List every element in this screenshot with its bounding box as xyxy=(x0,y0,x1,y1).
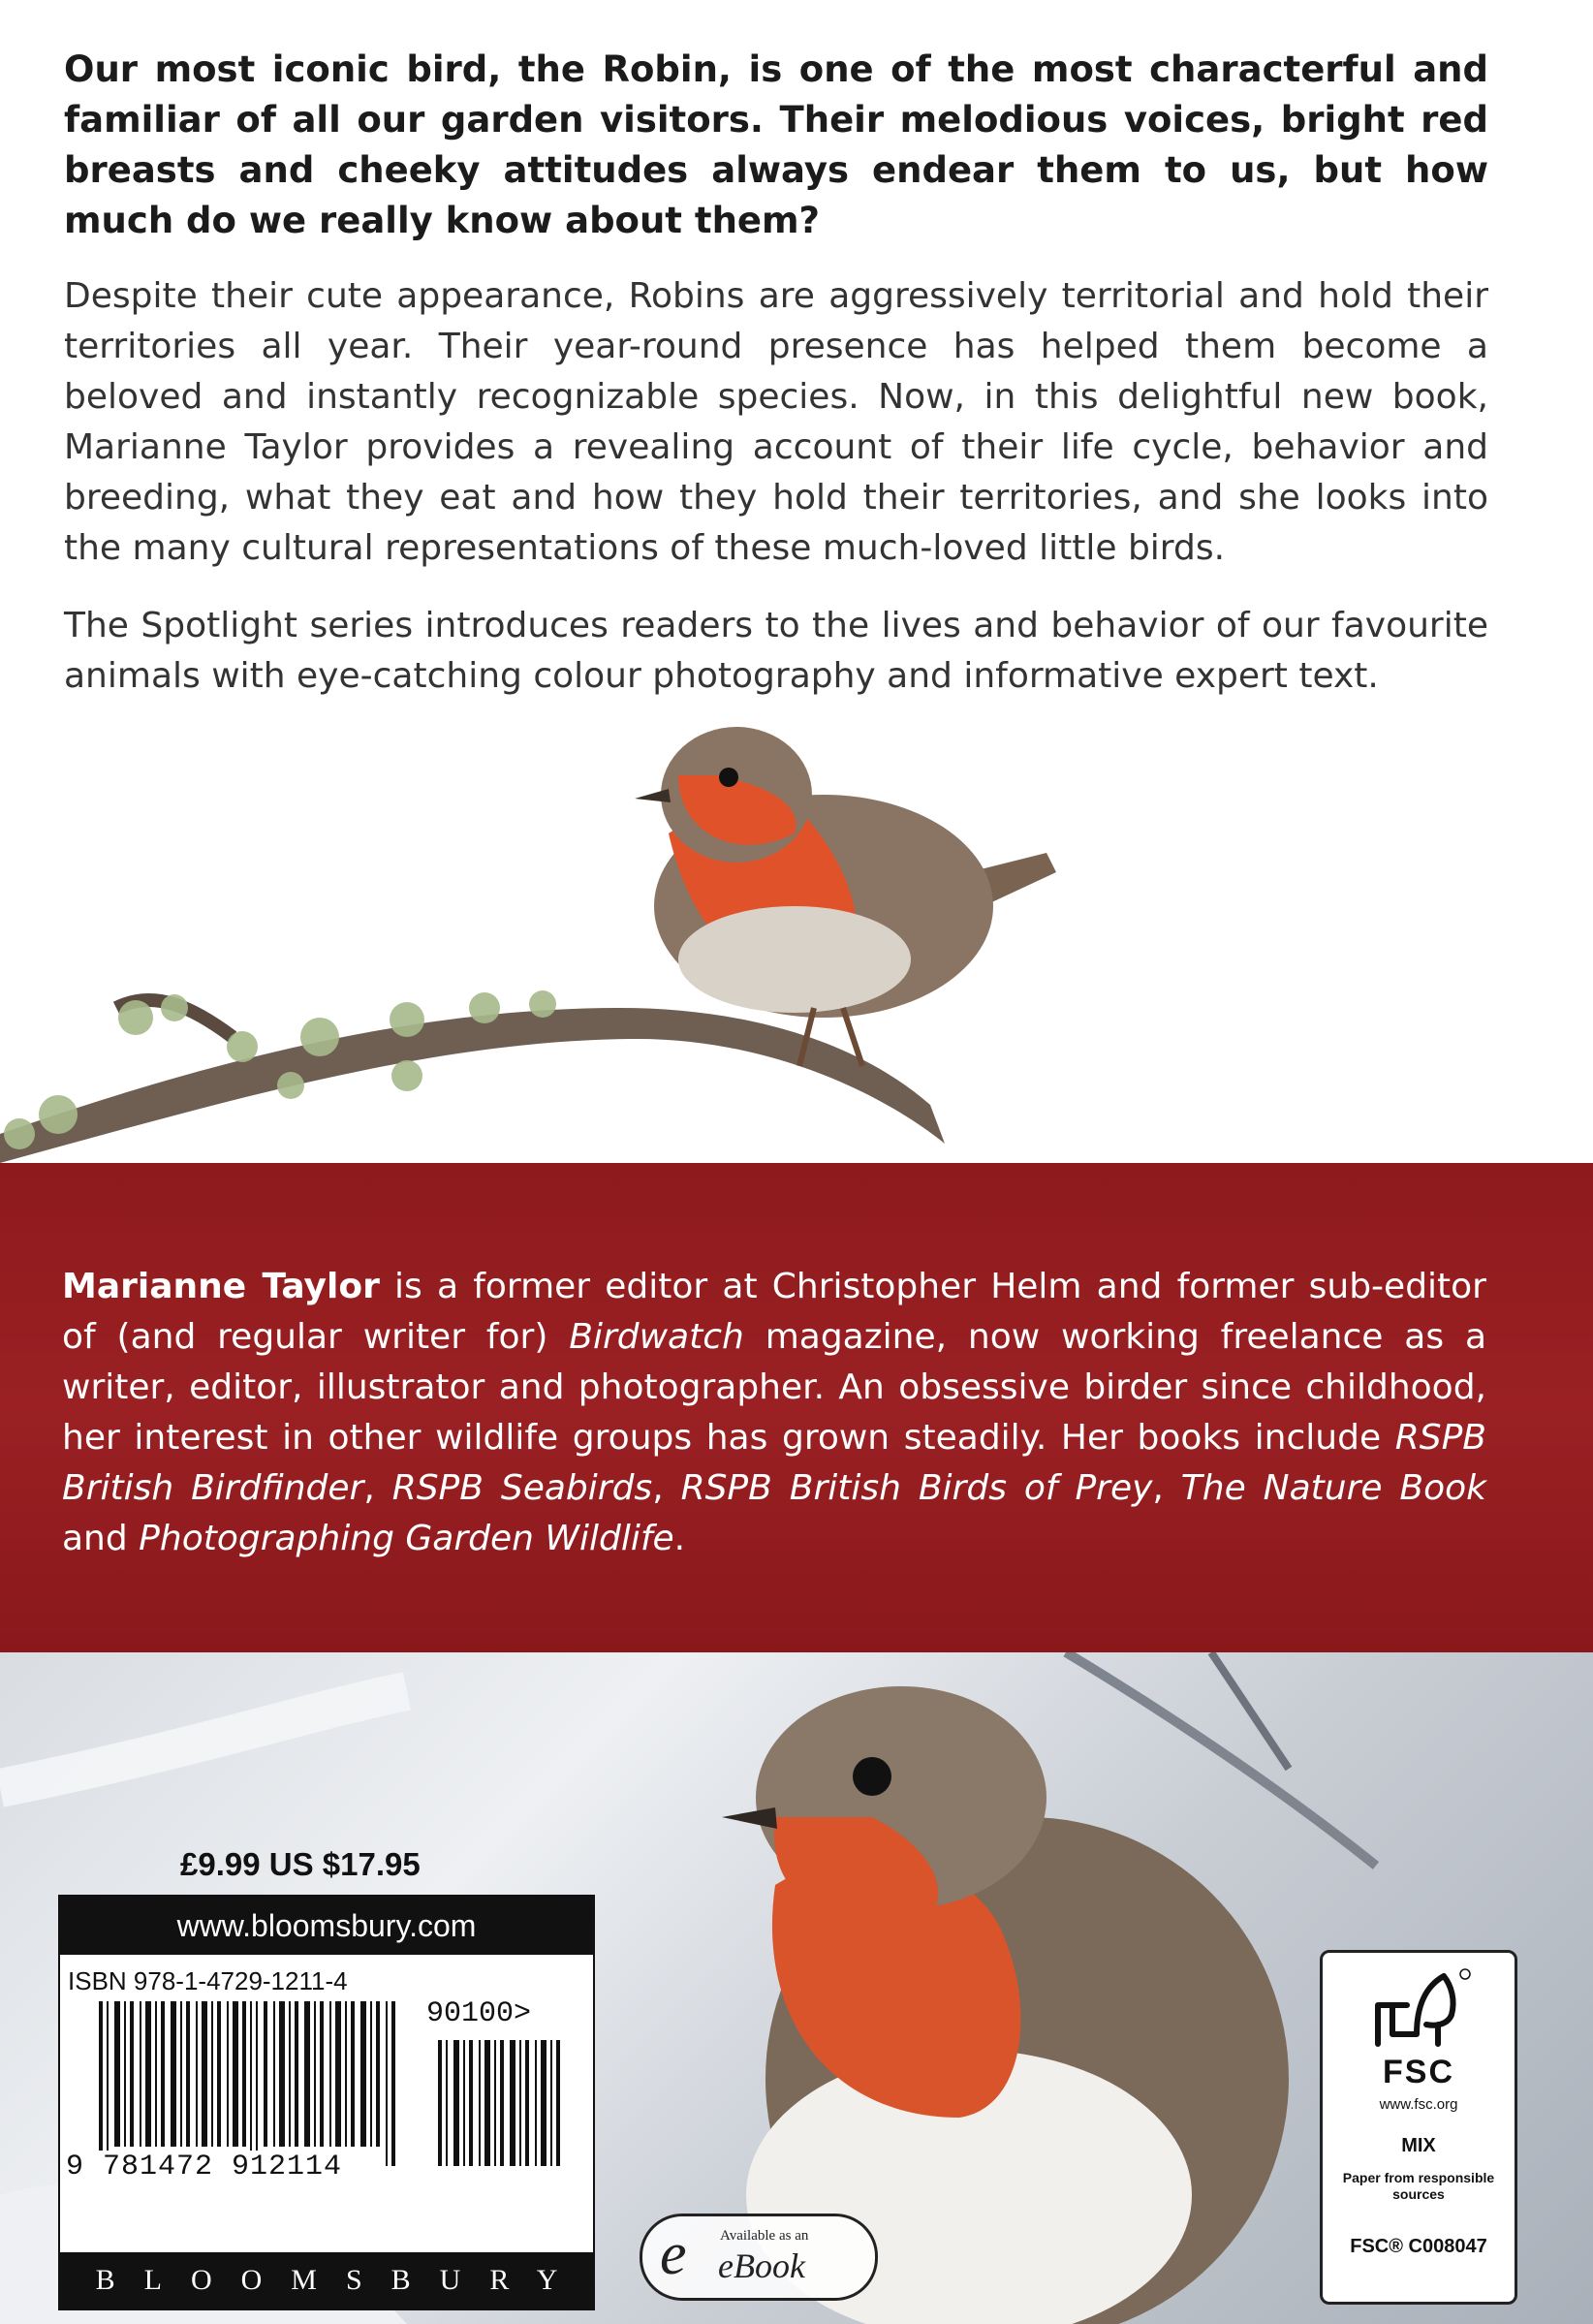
magazine-title: Birdwatch xyxy=(569,1317,744,1357)
publisher-website[interactable]: www.bloomsbury.com xyxy=(60,1897,593,1955)
ebook-available: Available as an xyxy=(720,2228,809,2244)
fsc-paper-source: Paper from responsible sources xyxy=(1342,2170,1495,2202)
fsc-name: FSC xyxy=(1383,2054,1454,2090)
bio-sep-2: , xyxy=(652,1468,681,1508)
fsc-mix: MIX xyxy=(1401,2135,1436,2156)
bio-text-1: is a former editor at Christopher Helm and former sub-editor of (and regular writer for) xyxy=(62,1267,1486,1357)
bio-sep-1: , xyxy=(363,1468,392,1508)
author-name: Marianne Taylor xyxy=(62,1267,380,1306)
isbn: ISBN 978-1-4729-1211-4 xyxy=(68,1966,348,1995)
blurb-paragraph-1: Despite their cute appearance, Robins are aggressively territorial and hold their territories all year. Their year-round presence has helped them become a beloved and instantly recognizable species. Now, in this delightful new book, Marianne Taylor provides a revealing account of their life cycle, behavior and breeding, what they eat and how they hold their territories, and she looks into the many cultural representations of these much-loved little birds. xyxy=(64,276,1488,568)
bio-sep-3: , xyxy=(1152,1468,1181,1508)
blurb-paragraph-2: The Spotlight series introduces readers to the lives and behavior of our favourite animals with eye-catching colour photography and informative expert text. xyxy=(64,606,1488,696)
publisher-logo: BLOOMSBURY xyxy=(60,2252,593,2308)
barcode-addon: 90100> xyxy=(426,1997,532,2030)
bio-sep-4: and xyxy=(62,1519,140,1558)
book-title-3: RSPB British Birds of Prey xyxy=(680,1468,1153,1508)
bio-text-2: magazine, now working freelance as a writer, editor, illustrator and photographer. An obsessive birder since childhood, her interest in other wildlife groups has grown steadily. Her books include xyxy=(62,1317,1487,1458)
bio-end: . xyxy=(673,1519,686,1558)
fsc-certification-panel xyxy=(1320,1950,1517,2305)
book-title-1: RSPB British Birdfinder xyxy=(62,1418,1486,1508)
fsc-website: www.fsc.org xyxy=(1379,2096,1458,2113)
barcode-digits: 9 781472 912114 xyxy=(66,2151,343,2183)
blurb-lead: Our most iconic bird, the Robin, is one of the most characterful and familiar of all our garden visitors. Their melodious voices, bright red breasts and cheeky attitudes always endear them to us, but how much do we really know about them? xyxy=(64,48,1488,241)
ebook-badge xyxy=(640,2214,878,2301)
price: £9.99 US $17.95 xyxy=(180,1846,421,1882)
author-band xyxy=(0,1163,1593,1652)
book-title-4: The Nature Book xyxy=(1180,1468,1487,1508)
book-title-5: Photographing Garden Wildlife xyxy=(139,1519,674,1558)
ebook-label: eBook xyxy=(718,2246,805,2285)
robin-on-branch-image xyxy=(0,717,1593,1163)
fsc-tree-icon xyxy=(1359,1966,1479,2054)
fsc-code: FSC® C008047 xyxy=(1350,2236,1487,2257)
author-bio xyxy=(62,1262,1486,1564)
book-title-2: RSPB Seabirds xyxy=(391,1468,653,1508)
barcode-panel xyxy=(58,1895,595,2310)
ebook-e-icon: e xyxy=(660,2221,687,2287)
